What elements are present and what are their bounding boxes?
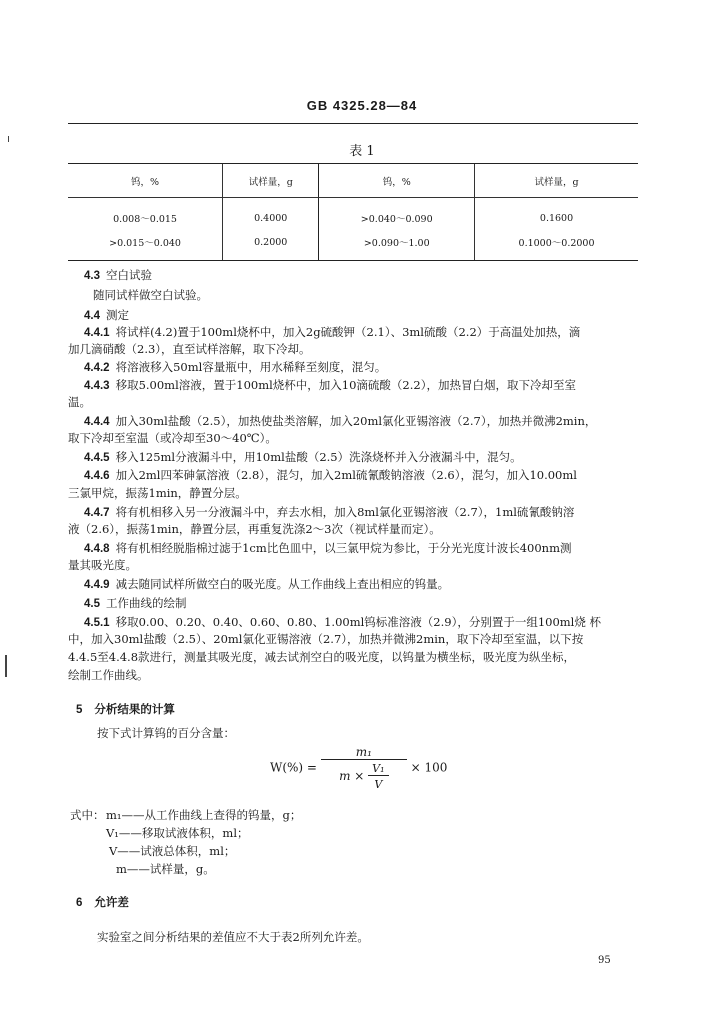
table-row — [68, 230, 638, 261]
formula-lhs: W(%) = — [270, 760, 317, 775]
paragraph-4-4-9-line — [84, 577, 654, 592]
page-number: 95 — [598, 955, 611, 966]
table-header-cell: 试样量，g — [475, 164, 638, 198]
where-item: m₁——从工作曲线上查得的钨量，g； — [106, 808, 302, 822]
paragraph-text: 加入30ml盐酸（2.5），加热使盐类溶解，加入20ml氯化亚锡溶液（2.7），加热并微沸2min， — [115, 414, 597, 428]
paragraph-text: 将溶液移入50ml容量瓶中，用水稀释至刻度，混匀。 — [115, 360, 387, 374]
paragraph-number: 4.5.1 — [84, 617, 110, 629]
paragraph-4-4-3-line: 温。 — [68, 395, 91, 409]
scan-margin-mark — [8, 136, 9, 142]
table-cell: 0.008～0.015 — [113, 214, 177, 225]
table-cell: >0.040～0.090 — [319, 198, 475, 231]
formula-fraction — [321, 745, 407, 791]
paragraph-4-5-1-line: 4.4.5至4.4.8款进行，测量其吸光度，减去试剂空白的吸光度，以钨量为横坐标，吸光度为纵坐标， — [68, 650, 576, 664]
where-item: m——试样量，g。 — [116, 862, 215, 876]
paragraph-4-4-1-line: 加几滴硝酸（2.3），直至试样溶解，取下冷却。 — [68, 342, 311, 356]
paragraph-4-4-4-line: 取下冷却至室温（或冷却至30～40℃）。 — [68, 431, 277, 445]
paragraph-number: 4.4.5 — [84, 452, 110, 464]
table-cell: 0.1600 — [475, 198, 638, 231]
paragraph-number: 4.4.7 — [84, 507, 110, 519]
where-item: V₁——移取试液体积，ml； — [106, 826, 249, 840]
standard-code-header: GB 4325.28—84 — [306, 98, 418, 113]
paragraph-4-4-6-line — [84, 468, 654, 483]
paragraph-number: 4.4.6 — [84, 470, 110, 482]
paragraph-4-5-1-line: 绘制工作曲线。 — [68, 668, 149, 682]
section-5-text: 按下式计算钨的百分含量： — [97, 726, 235, 740]
section-5-heading — [76, 702, 646, 717]
paragraph-4-4-6-line: 三氯甲烷，振荡1min，静置分层。 — [68, 486, 247, 500]
paragraph-text: 移入125ml分液漏斗中，用10ml盐酸（2.5）洗涤烧杯并入分液漏斗中，混匀。 — [115, 450, 522, 464]
section-6-heading — [76, 895, 646, 910]
section-number: 4.5 — [84, 598, 100, 610]
paragraph-text: 移取0.00、0.20、0.40、0.60、0.80、1.00ml钨标准溶液（2.9），分别置于一组100ml烧 杯 — [115, 615, 602, 629]
paragraph-number: 4.4.1 — [84, 327, 110, 339]
paragraph-4-4-4-line — [84, 414, 654, 429]
table-cell: 0.1000～0.2000 — [475, 230, 638, 261]
table-cell: 0.2000 — [223, 230, 319, 261]
table-header-cell: 钨，% — [68, 164, 223, 198]
paragraph-4-4-8-line — [84, 541, 654, 556]
formula-inner-denominator: V — [374, 778, 383, 791]
header-rule — [68, 123, 638, 124]
where-item: V——试液总体积，ml； — [109, 844, 236, 858]
paragraph-text: 减去随同试样所做空白的吸光度。从工作曲线上查出相应的钨量。 — [115, 577, 450, 591]
formula-inner-fraction — [368, 762, 388, 791]
table-header-cell: 钨，% — [319, 164, 475, 198]
formula — [270, 745, 447, 791]
paragraph-4-4-2-line — [84, 360, 654, 375]
section-number: 5 — [76, 704, 83, 716]
section-4-3-heading — [84, 268, 654, 283]
section-6-text: 实验室之间分析结果的差值应不大于表2所列允许差。 — [97, 930, 369, 944]
formula-numerator: m₁ — [321, 745, 407, 760]
where-label: 式中： — [70, 808, 105, 822]
paragraph-number: 4.4.4 — [84, 416, 110, 428]
section-title: 测定 — [106, 308, 129, 322]
table-cell: 0.4000 — [223, 198, 319, 231]
section-number: 4.4 — [84, 310, 100, 322]
table-1 — [68, 163, 638, 261]
section-4-5-heading — [84, 596, 654, 611]
paragraph-4-4-7-line — [84, 505, 654, 520]
paragraph-number: 4.4.9 — [84, 579, 110, 591]
formula-inner-numerator: V₁ — [368, 762, 388, 776]
formula-denominator — [321, 760, 407, 791]
paragraph-4-5-1-line: 中，加入30ml盐酸（2.5）、20ml氯化亚锡溶液（2.7），加热并微沸2min，取下冷却至室温，以下按 — [68, 632, 584, 646]
table-row — [68, 198, 638, 231]
formula-den-m: m × — [339, 769, 365, 783]
table-caption: 表 1 — [349, 144, 375, 159]
paragraph-4-4-1-line — [84, 325, 654, 340]
paragraph-number: 4.4.2 — [84, 362, 110, 374]
paragraph-text: 将试样(4.2)置于100ml烧杯中，加入2g硫酸钾（2.1）、3ml硫酸（2.2）于高温处加热，滴 — [115, 325, 581, 339]
paragraph-text: 加入2ml四苯砷氯溶液（2.8），混匀，加入2ml硫氰酸钠溶液（2.6），混匀，加入10.00ml — [115, 468, 577, 482]
section-title: 工作曲线的绘制 — [106, 596, 187, 610]
paragraph-text: 移取5.00ml溶液，置于100ml烧杯中，加入10滴硫酸（2.2），加热冒白烟，取下冷却至室 — [115, 378, 576, 392]
section-title: 允许差 — [94, 897, 129, 909]
section-4-3-text: 随同试样做空白试验。 — [93, 288, 208, 302]
paragraph-number: 4.4.3 — [84, 380, 110, 392]
section-title: 分析结果的计算 — [94, 704, 175, 716]
table-cell: >0.090～1.00 — [319, 230, 475, 261]
paragraph-text: 将有机相经脱脂棉过滤于1cm比色皿中，以三氯甲烷为参比，于分光光度计波长400nm测 — [115, 541, 572, 555]
section-number: 4.3 — [84, 270, 100, 282]
paragraph-4-4-7-line: 液（2.6），振荡1min，静置分层，再重复洗涤2～3次（视试样量而定）。 — [68, 522, 441, 536]
paragraph-4-4-3-line — [84, 378, 654, 393]
table-header-cell: 试样量，g — [223, 164, 319, 198]
paragraph-number: 4.4.8 — [84, 543, 110, 555]
paragraph-4-4-8-line: 量其吸光度。 — [68, 558, 137, 572]
formula-tail: × 100 — [410, 760, 448, 775]
table-cell: >0.015～0.040 — [68, 230, 223, 261]
section-title: 空白试验 — [106, 270, 152, 282]
section-number: 6 — [76, 897, 83, 909]
paragraph-4-4-5-line — [84, 450, 654, 465]
paragraph-text: 将有机相移入另一分液漏斗中，弃去水相，加入8ml氯化亚锡溶液（2.7），1ml硫氰酸钠溶 — [115, 505, 575, 519]
section-4-4-heading — [84, 308, 654, 323]
scan-margin-mark — [5, 655, 7, 677]
paragraph-4-5-1-line — [84, 615, 654, 630]
